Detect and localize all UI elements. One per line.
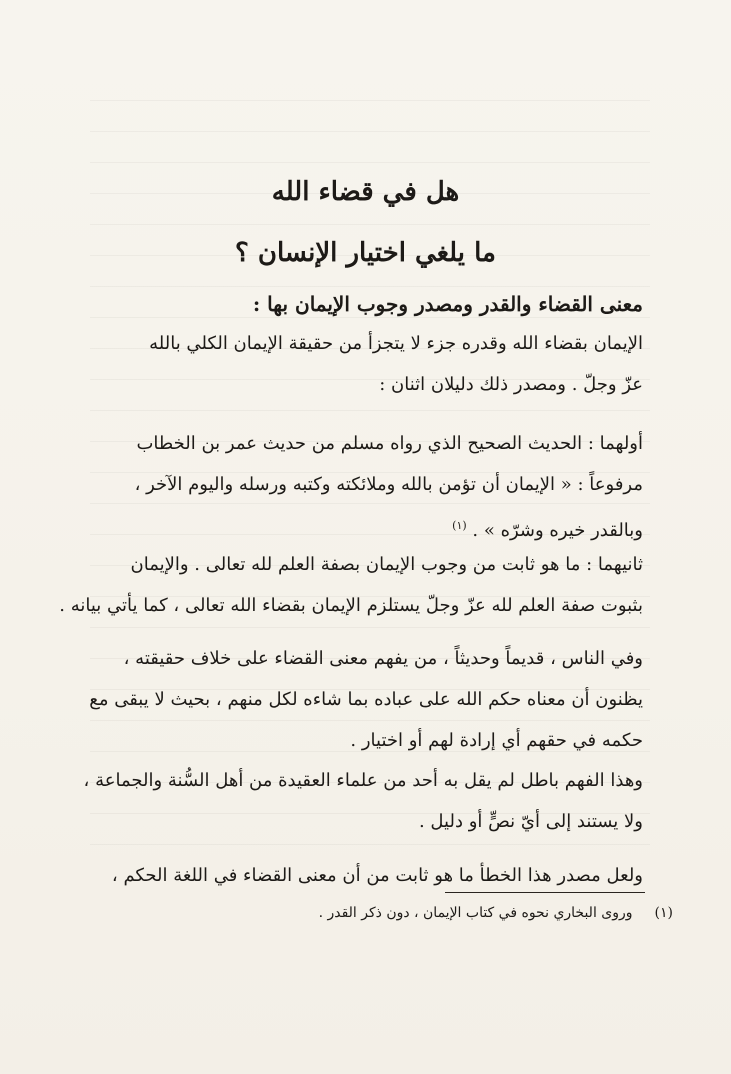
paragraph-5 [83,760,643,842]
text-line: أولهما : الحديث الصحيح الذي رواه مسلم من حديث عمر بن الخطاب [136,433,643,454]
footnote [73,904,673,924]
footnote-number: (١) [654,905,673,921]
paragraph-6 [83,855,643,896]
footnote-reference[interactable]: (١) [452,519,467,532]
text-line: بثبوت صفة العلم لله عزّ وجلّ يستلزم الإيمان بقضاء الله تعالى ، كما يأتي بيانه . [59,595,643,616]
text-line: حكمه في حقهم أي إرادة لهم أو اختيار . [350,730,643,751]
text-line: ولا يستند إلى أيّ نصٍّ أو دليل . [418,811,643,832]
section-heading: معنى القضاء والقدر ومصدر وجوب الإيمان بها : [252,292,643,316]
paragraph-3 [59,544,643,626]
text-line: وفي الناس ، قديماً وحديثاً ، من يفهم معنى القضاء على خلاف حقيقته ، [123,648,643,669]
text-line: عزّ وجلّ . ومصدر ذلك دليلان اثنان : [379,374,643,395]
text-line: ولعل مصدر هذا الخطأ ما هو ثابت من أن معنى القضاء في اللغة الحكم ، [111,865,643,886]
page-title-line-1: هل في قضاء الله [271,177,460,207]
text-line: الإيمان بقضاء الله وقدره جزء لا يتجزأ من حقيقة الإيمان الكلي بالله [149,333,643,354]
paragraph-1 [83,323,643,405]
text-line: يظنون أن معناه حكم الله على عباده بما شاءه لكل منهم ، بحيث لا يبقى مع [89,689,643,710]
page-title-line-2: ما يلغي اختيار الإنسان ؟ [235,238,496,268]
paragraph-4 [83,638,643,761]
text-line-content: وبالقدر خيره وشرّه » . [472,520,643,541]
text-line: وهذا الفهم باطل لم يقل به أحد من علماء العقيدة من أهل السُّنة والجماعة ، [83,770,643,791]
paragraph-2 [83,423,643,551]
footnote-divider [445,892,645,893]
text-line: ثانيهما : ما هو ثابت من وجوب الإيمان بصفة العلم لله تعالى . والإيمان [130,554,643,575]
footnote-text: وروى البخاري نحوه في كتاب الإيمان ، دون ذكر القدر . [318,905,633,921]
text-line: مرفوعاً : « الإيمان أن تؤمن بالله وملائكته وكتبه ورسله واليوم الآخر ، [134,474,643,495]
